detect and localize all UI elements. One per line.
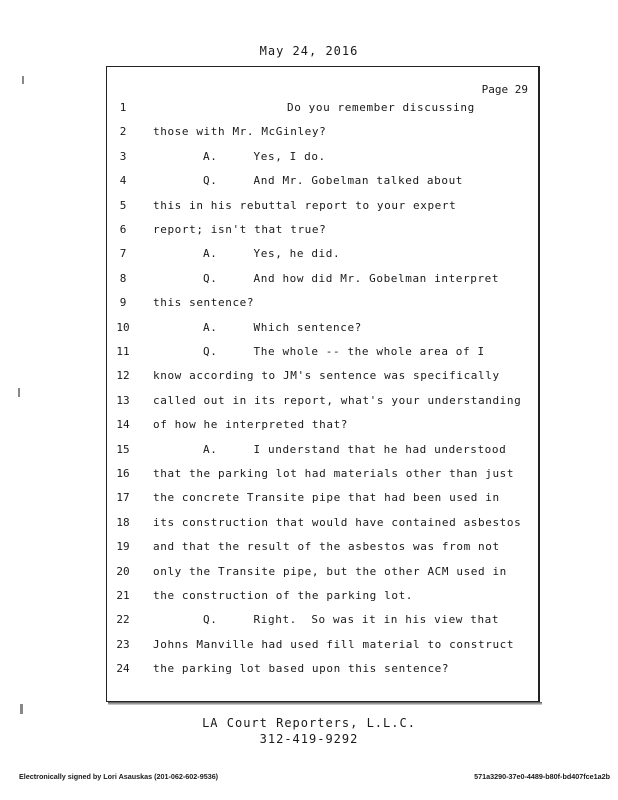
transcript-line: [107, 540, 541, 558]
line-number: 7: [119, 247, 127, 261]
frame-shadow: [108, 702, 542, 705]
transcript-line: [107, 150, 541, 168]
line-text: this in his rebuttal report to your expert: [153, 198, 457, 212]
line-number: 23: [116, 637, 130, 651]
line-number: 10: [116, 320, 130, 334]
line-number: 9: [119, 296, 127, 310]
line-text: those with Mr. McGinley?: [153, 125, 327, 139]
line-number: 8: [119, 271, 127, 285]
line-text: know according to JM's sentence was specifically: [153, 369, 500, 383]
line-number: 4: [119, 174, 127, 188]
line-text: report; isn't that true?: [153, 223, 327, 236]
line-text: A. Yes, he did.: [203, 247, 341, 261]
transcript-line: [107, 467, 541, 485]
line-number: 16: [116, 467, 130, 480]
line-text: Q. And how did Mr. Gobelman interpret: [203, 271, 500, 285]
transcript-line: [107, 418, 541, 436]
electronic-signature-note: Electronically signed by Lori Asauskas (201-062-602-9536): [19, 772, 219, 781]
line-text: this sentence?: [153, 296, 255, 310]
line-number: 5: [119, 198, 127, 212]
transcript-line: [107, 247, 541, 265]
transcript-line: [107, 125, 541, 143]
line-text: Johns Manville had used fill material to construct: [153, 637, 515, 651]
transcript-line: [107, 345, 541, 363]
transcript-line: [107, 101, 541, 119]
transcript-line: [107, 491, 541, 509]
line-text: A. Yes, I do.: [203, 149, 326, 163]
line-number: 12: [116, 369, 130, 383]
transcript-date: May 24, 2016: [259, 44, 359, 58]
line-number: 20: [116, 564, 130, 578]
scan-speck: [18, 388, 20, 397]
court-reporter-name: LA Court Reporters, L.L.C.: [202, 716, 416, 730]
line-number: 18: [116, 515, 130, 529]
transcript-line: [107, 638, 541, 656]
line-number: 1: [119, 101, 127, 114]
line-text: Q. And Mr. Gobelman talked about: [203, 174, 464, 188]
line-text: of how he interpreted that?: [153, 418, 349, 432]
line-text: Do you remember discussing: [287, 101, 475, 114]
line-text: only the Transite pipe, but the other ACM used in: [153, 564, 507, 578]
line-text: Q. The whole -- the whole area of I: [203, 345, 485, 358]
transcript-line: [107, 394, 541, 412]
transcript-line: [107, 369, 541, 387]
transcript-line: [107, 272, 541, 290]
page-number-label: Page 29: [481, 83, 528, 96]
transcript-line: [107, 443, 541, 461]
line-number: 14: [116, 418, 130, 432]
scan-speck: [22, 76, 24, 84]
transcript-line: [107, 321, 541, 339]
line-number: 17: [116, 491, 130, 505]
line-number: 21: [116, 589, 130, 602]
line-text: that the parking lot had materials other than just: [153, 467, 515, 480]
transcript-line: [107, 516, 541, 534]
transcript-line: [107, 565, 541, 583]
line-number: 6: [119, 223, 127, 236]
transcript-line: [107, 613, 541, 631]
line-text: A. I understand that he had understood: [203, 442, 507, 456]
scan-speck: [20, 704, 23, 714]
line-text: the construction of the parking lot.: [153, 589, 414, 602]
court-reporter-phone: 312-419-9292: [259, 732, 359, 746]
line-number: 11: [116, 345, 130, 358]
line-number: 15: [116, 442, 130, 456]
line-number: 2: [119, 125, 127, 139]
line-number: 19: [116, 540, 130, 554]
line-text: and that the result of the asbestos was from not: [153, 540, 500, 554]
line-text: A. Which sentence?: [203, 320, 362, 334]
line-number: 3: [119, 149, 127, 163]
transcript-line: [107, 296, 541, 314]
line-number: 13: [116, 393, 130, 407]
transcript-line: [107, 589, 541, 607]
line-text: Q. Right. So was it in his view that: [203, 613, 500, 627]
document-id: 571a3290-37e0-4489-b80f-bd407fce1a2b: [474, 772, 610, 781]
line-number: 22: [116, 613, 130, 627]
transcript-line: [107, 223, 541, 241]
line-text: its construction that would have contained asbestos: [153, 515, 522, 529]
transcript-line: [107, 174, 541, 192]
transcript-line: [107, 199, 541, 217]
line-text: called out in its report, what's your understanding: [153, 393, 522, 407]
line-text: the parking lot based upon this sentence?: [153, 662, 450, 676]
line-text: the concrete Transite pipe that had been used in: [153, 491, 500, 505]
line-number: 24: [116, 662, 130, 676]
transcript-line: [107, 662, 541, 680]
transcript-page-frame: [106, 66, 540, 702]
